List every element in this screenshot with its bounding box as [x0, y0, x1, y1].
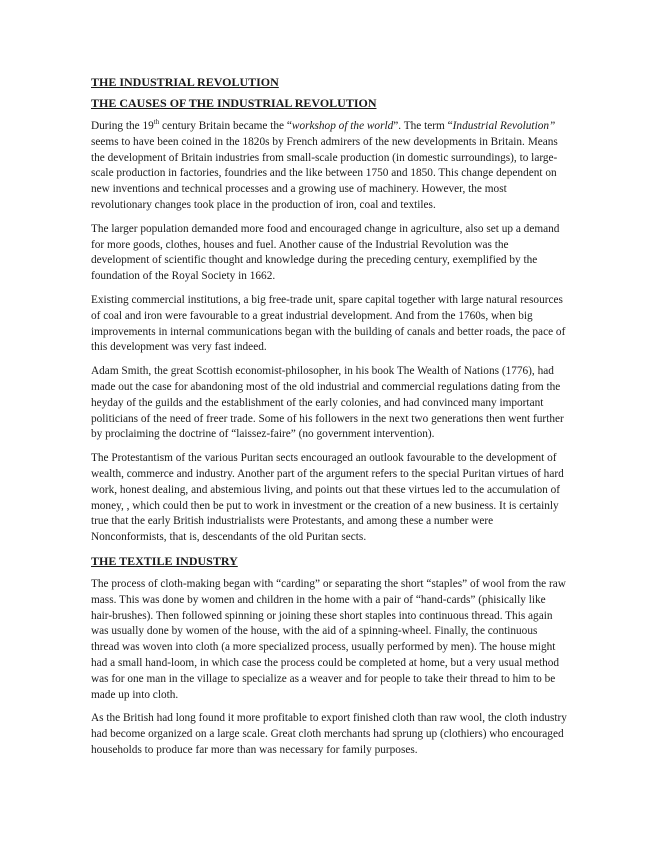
- paragraph-1: [91, 119, 567, 214]
- paragraph-5: The Protestantism of the various Puritan sects encouraged an outlook favourable to the development of wealth, commerce and industry. Another part of the argument refers to the special Puritan virtues of hard work, honest dealing, and abstemious living, and points out that these virtues led to the accumulation of money, , which could then be put to work in investment or the creation of a new business. It is certainly true that the early British industrialists were Protestants, and among these a number were Nonconformists, that is, descendants of the old Puritan sects.: [91, 452, 564, 544]
- paragraph-3: Existing commercial institutions, a big free-trade unit, spare capital together with large natural resources of coal and iron were favourable to a great industrial development. And from the 1760s, when big improvements in internal communications began with the building of canals and better roads, the pace of this development was very fast indeed.: [91, 293, 566, 354]
- section-heading-textile: THE TEXTILE INDUSTRY: [91, 553, 238, 568]
- ordinal-superscript: th: [153, 118, 160, 127]
- paragraph-1-text-b: century Britain became the “: [159, 120, 292, 132]
- paragraph-2: The larger population demanded more food and encouraged change in agriculture, also set up a demand for more goods, clothes, houses and fuel. Another cause of the Industrial Revolution was the development of scientific thought and knowledge during the preceding century, exemplified by the foundation of the Royal Society in 1662.: [91, 222, 560, 283]
- document-body: [91, 75, 567, 767]
- section-heading-causes: THE CAUSES OF THE INDUSTRIAL REVOLUTION: [91, 96, 377, 110]
- italic-phrase-industrial-revolution: Industrial Revolution”: [452, 120, 556, 132]
- paragraph-4: Adam Smith, the great Scottish economist-philosopher, in his book The Wealth of Nations (1776), had made out the case for abandoning most of the old industrial and commercial regulations dating from the heyday of the guilds and the establishment of the early colonies, and had convinced many important politicians of the need of freer trade. Some of his followers in the next two generations then went further by proclaiming the doctrine of “laissez-faire” (no government intervention).: [91, 365, 564, 441]
- paragraph-7: As the British had long found it more profitable to export finished cloth than raw wool, the cloth industry had become organized on a large scale. Great cloth merchants had sprung up (clothiers) who encouraged households to produce far more than was necessary for family purposes.: [91, 712, 567, 756]
- paragraph-6: The process of cloth-making began with “carding” or separating the short “staples” of wool from the raw mass. This was done by women and children in the home with a pair of “hand-cards” (phisically like hair-brushes). Then followed spinning or joining these short staples into continuous thread. This again was usually done by women of the house, with the aid of a spinning-wheel. Finally, the continuous thread was woven into cloth (a more specialized process, usually performed by men). The house might had a small hand-loom, in which case the process could be completed at home, but a very usual method was for one man in the village to specialize as a weaver and for people to take their thread to him to be made up into cloth.: [91, 577, 566, 701]
- paragraph-1-text-d: ”. The term “: [393, 120, 453, 132]
- paragraph-1-text-f: seems to have been coined in the 1820s by French admirers of the new developments in Britain. Means the development of Britain industries from small-scale production (in domestic surroundings), to large-scale production in factories, foundries and the like between 1750 and 1850. This change dependent on new inventions and technical processes and a growing use of machinery. However, the most revolutionary changes took place in the production of iron, coal and textiles.: [91, 135, 558, 211]
- italic-phrase-workshop: workshop of the world: [291, 120, 394, 132]
- document-title: THE INDUSTRIAL REVOLUTION: [91, 75, 279, 89]
- paragraph-1-text-a: During the 19: [91, 120, 154, 132]
